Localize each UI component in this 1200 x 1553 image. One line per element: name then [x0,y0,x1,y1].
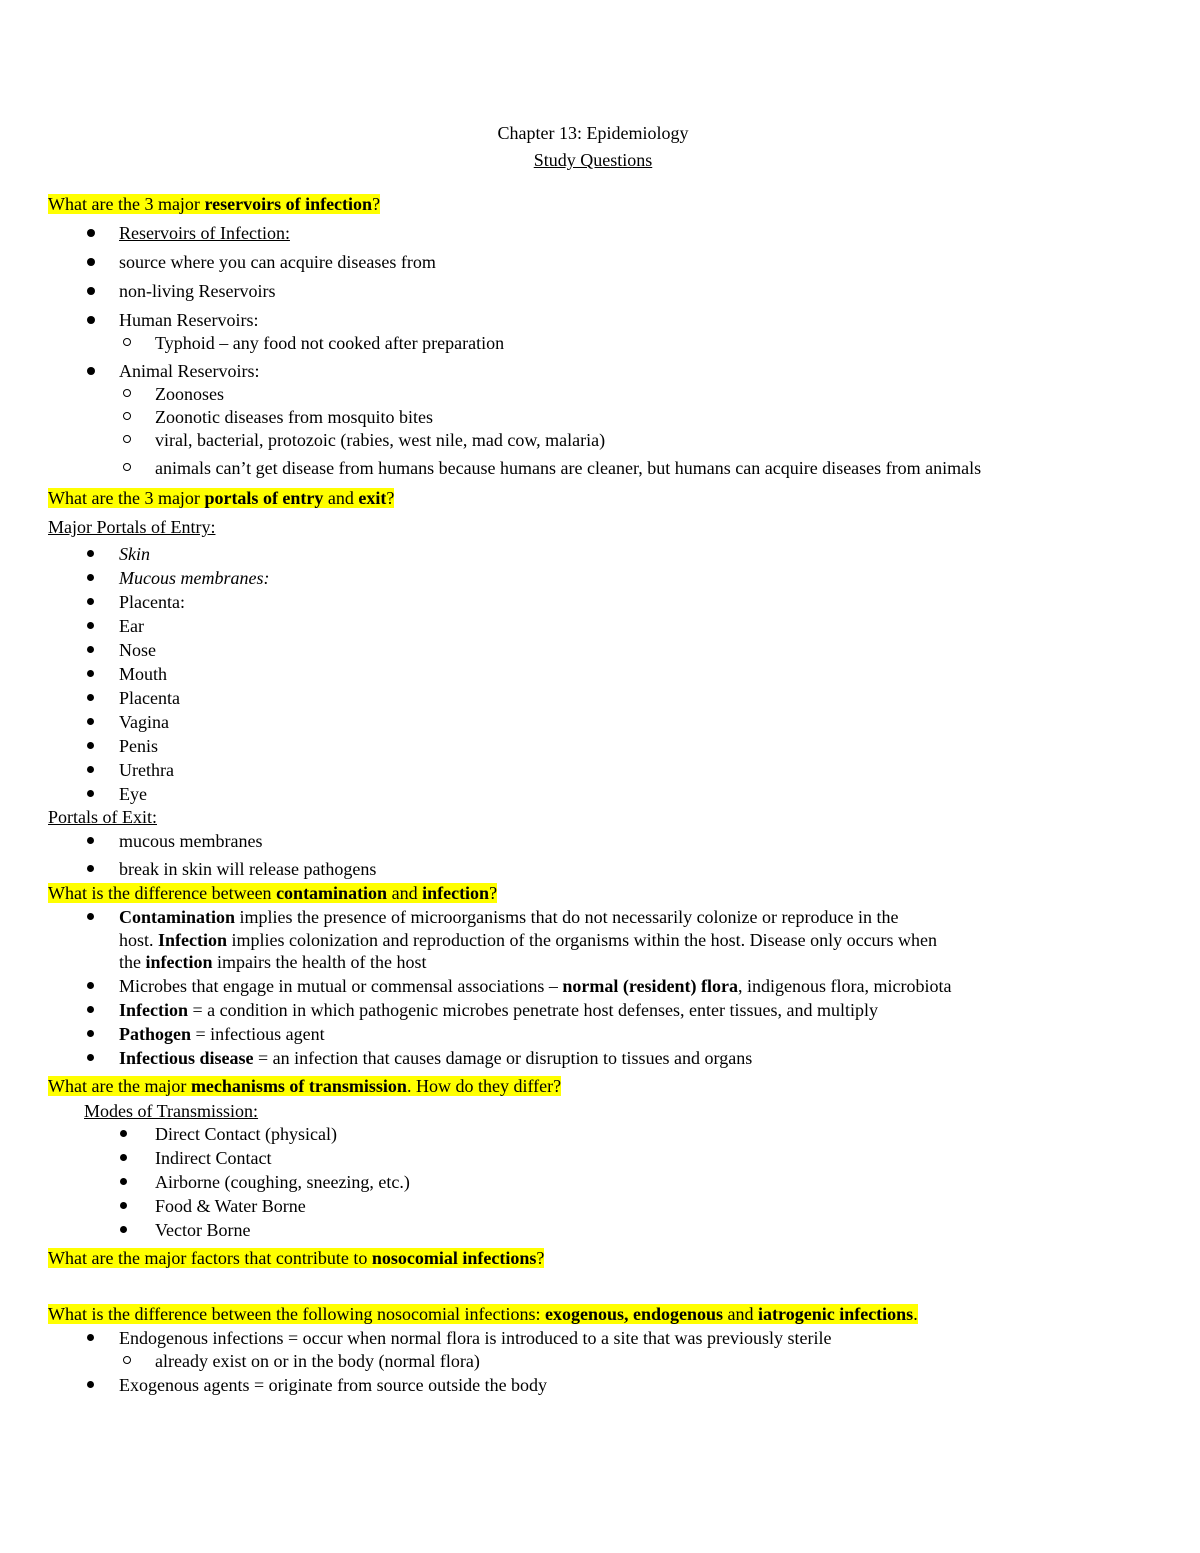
bullet [120,1154,127,1161]
list-item: Reservoirs of Infection: [119,223,290,243]
sub-bullet [123,463,131,471]
bullet [87,1030,94,1037]
list-item: Endogenous infections = occur when normal flora is introduced to a site that was previously sterile [119,1328,832,1348]
bullet [87,646,94,653]
list-item: Vector Borne [155,1220,251,1240]
list-item: Infectious disease = an infection that causes damage or disruption to tissues and organs [119,1048,753,1068]
page-subtitle: Study Questions [533,150,653,170]
sub-bullet [123,412,131,420]
bullet [87,837,94,844]
list-item: Direct Contact (physical) [155,1124,337,1144]
bullet [87,1381,94,1388]
sub-bullet [123,1356,131,1364]
bullet [87,287,95,295]
sub-list-item: animals can’t get disease from humans because humans are cleaner, but humans can acquire diseases from animals [155,458,982,478]
sub-list-item: Typhoid – any food not cooked after preparation [155,333,505,353]
bullet [87,229,95,237]
sub-list-item: Zoonoses [155,384,224,404]
bullet [87,865,94,872]
bullet [87,550,94,557]
list-item: Indirect Contact [155,1148,272,1168]
bullet [87,316,95,324]
bullet [87,982,94,989]
bullet [87,1006,94,1013]
bullet [87,790,94,797]
bullet [87,1054,94,1061]
list-item: Microbes that engage in mutual or commensal associations – normal (resident) flora, indigenous flora, microbiota [119,976,952,996]
bullet [87,742,94,749]
list-item: non-living Reservoirs [119,281,276,301]
bullet [87,258,95,266]
list-item: Mouth [119,664,168,684]
bullet [87,718,94,725]
sub-list-item: already exist on or in the body (normal flora) [155,1351,480,1371]
list-item: Infection = a condition in which pathogenic microbes penetrate host defenses, enter tissues, and multiply [119,1000,878,1020]
bullet [120,1130,127,1137]
sub-list-item: viral, bacterial, protozoic (rabies, west nile, mad cow, malaria) [155,430,606,450]
list-item: Penis [119,736,159,756]
question-nosocomial: What are the major factors that contribute to nosocomial infections? [48,1248,545,1268]
sub-bullet [123,389,131,397]
list-item-continued: the infection impairs the health of the host [119,952,427,972]
bullet [120,1202,127,1209]
sub-bullet [123,338,131,346]
transmission-heading: Modes of Transmission: [84,1101,259,1121]
list-item: Placenta [119,688,180,708]
exit-heading: Portals of Exit: [48,807,157,827]
list-item: mucous membranes [119,831,263,851]
list-item: Skin [119,544,150,564]
list-item: Ear [119,616,144,636]
page-title: Chapter 13: Epidemiology [497,123,689,143]
bullet [87,598,94,605]
list-item-continued: host. Infection implies colonization and reproduction of the organisms within the host. Disease only occurs when [119,930,938,950]
question-contamination: What is the difference between contamination and infection? [48,883,498,903]
list-item: Mucous membranes: [119,568,270,588]
question-reservoirs: What are the 3 major reservoirs of infection? [48,194,381,214]
list-item: Exogenous agents = originate from source outside the body [119,1375,548,1395]
list-item: Placenta: [119,592,185,612]
bullet [87,670,94,677]
bullet [87,766,94,773]
list-item: Eye [119,784,147,804]
entry-heading: Major Portals of Entry: [48,517,216,537]
bullet [120,1226,127,1233]
bullet [120,1178,127,1185]
question-portals: What are the 3 major portals of entry and exit? [48,488,395,508]
list-item: Food & Water Borne [155,1196,306,1216]
list-item: Pathogen = infectious agent [119,1024,325,1044]
question-nosocomial-types: What is the difference between the following nosocomial infections: exogenous, endogenous and iatrogenic infections. [48,1304,918,1324]
list-item: break in skin will release pathogens [119,859,377,879]
bullet [87,1334,94,1341]
question-transmission: What are the major mechanisms of transmission. How do they differ? [48,1076,562,1096]
sub-bullet [123,435,131,443]
bullet [87,367,95,375]
bullet [87,574,94,581]
sub-list-item: Zoonotic diseases from mosquito bites [155,407,433,427]
list-item: Nose [119,640,156,660]
bullet [87,913,94,920]
bullet [87,622,94,629]
bullet [87,694,94,701]
list-item: Human Reservoirs: [119,310,259,330]
list-item: Animal Reservoirs: [119,361,260,381]
list-item: Airborne (coughing, sneezing, etc.) [155,1172,410,1192]
list-item: Urethra [119,760,174,780]
list-item: Vagina [119,712,169,732]
list-item: source where you can acquire diseases from [119,252,436,272]
list-item: Contamination implies the presence of microorganisms that do not necessarily colonize or reproduce in the [119,907,899,927]
